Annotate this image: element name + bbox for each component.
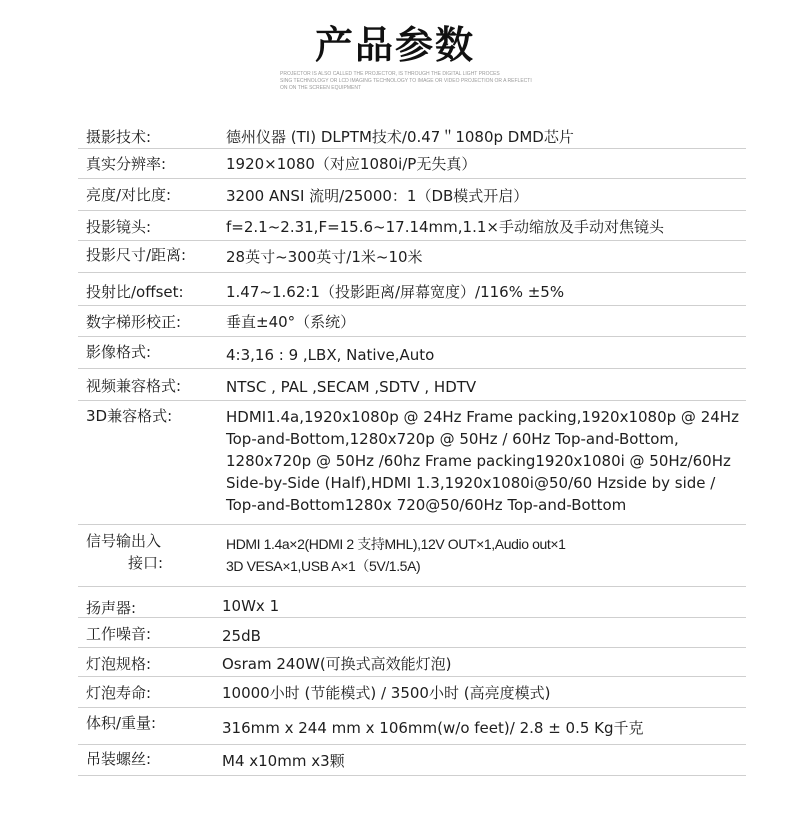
- spec-label: 体积/重量:: [86, 714, 157, 732]
- spec-label: 扬声器:: [86, 599, 137, 617]
- spec-value-line: 1280x720p @ 50Hz /60hz Frame packing1920x1080i @ 50Hz/60Hz: [226, 452, 731, 470]
- spec-value-line: Top-and-Bottom1280x 720@50/60Hz Top-and-Bottom: [226, 496, 627, 514]
- spec-label-line: 接口:: [128, 554, 164, 572]
- spec-row-size-distance: [78, 241, 746, 273]
- spec-value-line: HDMI 1.4a×2(HDMI 2 支持MHL),12V OUT×1,Audio out×1: [226, 536, 566, 552]
- spec-row-resolution: [78, 149, 746, 179]
- spec-label: 视频兼容格式:: [86, 377, 182, 395]
- spec-label: 3D兼容格式:: [86, 407, 173, 425]
- spec-value: Osram 240W(可换式高效能灯泡): [222, 655, 452, 673]
- subtitle-line: PROJECTOR IS ALSO CALLED THE PROJECTOR, IS THROUGH THE DIGITAL LIGHT PROCES: [280, 71, 500, 77]
- spec-value: 垂直±40°（系统）: [226, 313, 356, 331]
- spec-value: NTSC , PAL ,SECAM ,SDTV , HDTV: [226, 378, 477, 396]
- spec-row-io-ports: [78, 525, 746, 587]
- spec-value-multiline: [226, 533, 566, 577]
- spec-row-3d-format: [78, 401, 746, 525]
- subtitle-text: [280, 71, 610, 92]
- spec-value-line: 3D VESA×1,USB A×1（5V/1.5A): [226, 558, 421, 574]
- spec-row-throw-ratio: [78, 273, 746, 306]
- spec-label: 灯泡规格:: [86, 655, 152, 673]
- spec-label: 投射比/offset:: [86, 283, 184, 301]
- spec-row-dimensions-weight: [78, 708, 746, 745]
- spec-value: 3200 ANSI 流明/25000：1（DB模式开启）: [226, 187, 529, 205]
- spec-value: 1.47~1.62:1（投影距离/屏幕宽度）/116% ±5%: [226, 283, 565, 301]
- subtitle-line: ON ON THE SCREEN EQUIPMENT: [280, 85, 362, 91]
- spec-row-lens: [78, 211, 746, 241]
- spec-row-projection-tech: [78, 118, 746, 149]
- spec-row-lamp-spec: [78, 648, 746, 677]
- spec-label: 真实分辨率:: [86, 155, 167, 173]
- spec-value: M4 x10mm x3颗: [222, 752, 345, 770]
- spec-label: 投影尺寸/距离:: [86, 246, 187, 264]
- spec-value: 10Wx 1: [222, 597, 280, 615]
- spec-value-line: Side-by-Side (Half),HDMI 1.3,1920x1080i@50/60 Hzside by side /: [226, 474, 716, 492]
- page-title: 产品参数: [314, 23, 475, 67]
- spec-value: 25dB: [222, 627, 261, 645]
- spec-value: 316mm x 244 mm x 106mm(w/o feet)/ 2.8 ± 0.5 Kg千克: [222, 719, 644, 737]
- spec-value: 28英寸~300英寸/1米~10米: [226, 248, 423, 266]
- spec-value-line: Top-and-Bottom,1280x720p @ 50Hz / 60Hz Top-and-Bottom,: [226, 430, 679, 448]
- spec-value-multiline: [226, 406, 739, 516]
- spec-label: 亮度/对比度:: [86, 186, 172, 204]
- spec-value: 德州仪器 (TI) DLPTM技术/0.47＂1080p DMD芯片: [226, 128, 574, 146]
- spec-value: 1920×1080（对应1080i/P无失真）: [226, 155, 477, 173]
- spec-row-brightness: [78, 179, 746, 211]
- spec-label-line: 信号输出入: [86, 532, 162, 550]
- spec-value: 4:3,16 : 9 ,LBX, Native,Auto: [226, 346, 435, 364]
- spec-row-speaker: [78, 587, 746, 618]
- spec-label: 投影镜头:: [86, 218, 152, 236]
- spec-label: [86, 530, 216, 574]
- subtitle-line: SING TECHNOLOGY OR LCD IMAGING TECHNOLOGY TO IMAGE OR VIDEO PROJECTION OR A REFLECTI: [280, 78, 532, 84]
- spec-value-line: HDMI1.4a,1920x1080p @ 24Hz Frame packing,1920x1080p @ 24Hz: [226, 408, 739, 426]
- spec-row-noise: [78, 618, 746, 648]
- spec-label: 工作噪音:: [86, 625, 152, 643]
- spec-label: 吊装螺丝:: [86, 750, 152, 768]
- spec-value: 10000小时 (节能模式) / 3500小时 (高亮度模式): [222, 684, 551, 702]
- spec-row-lamp-life: [78, 677, 746, 708]
- spec-row-keystone: [78, 306, 746, 337]
- spec-row-image-format: [78, 337, 746, 369]
- spec-row-video-format: [78, 369, 746, 401]
- spec-row-mount-screws: [78, 745, 746, 776]
- spec-label: 摄影技术:: [86, 128, 152, 146]
- spec-table: [78, 118, 746, 776]
- spec-label: 影像格式:: [86, 343, 152, 361]
- spec-label: 数字梯形校正:: [86, 313, 182, 331]
- spec-value: f=2.1~2.31,F=15.6~17.14mm,1.1×手动缩放及手动对焦镜头: [226, 218, 664, 236]
- spec-label: 灯泡寿命:: [86, 684, 152, 702]
